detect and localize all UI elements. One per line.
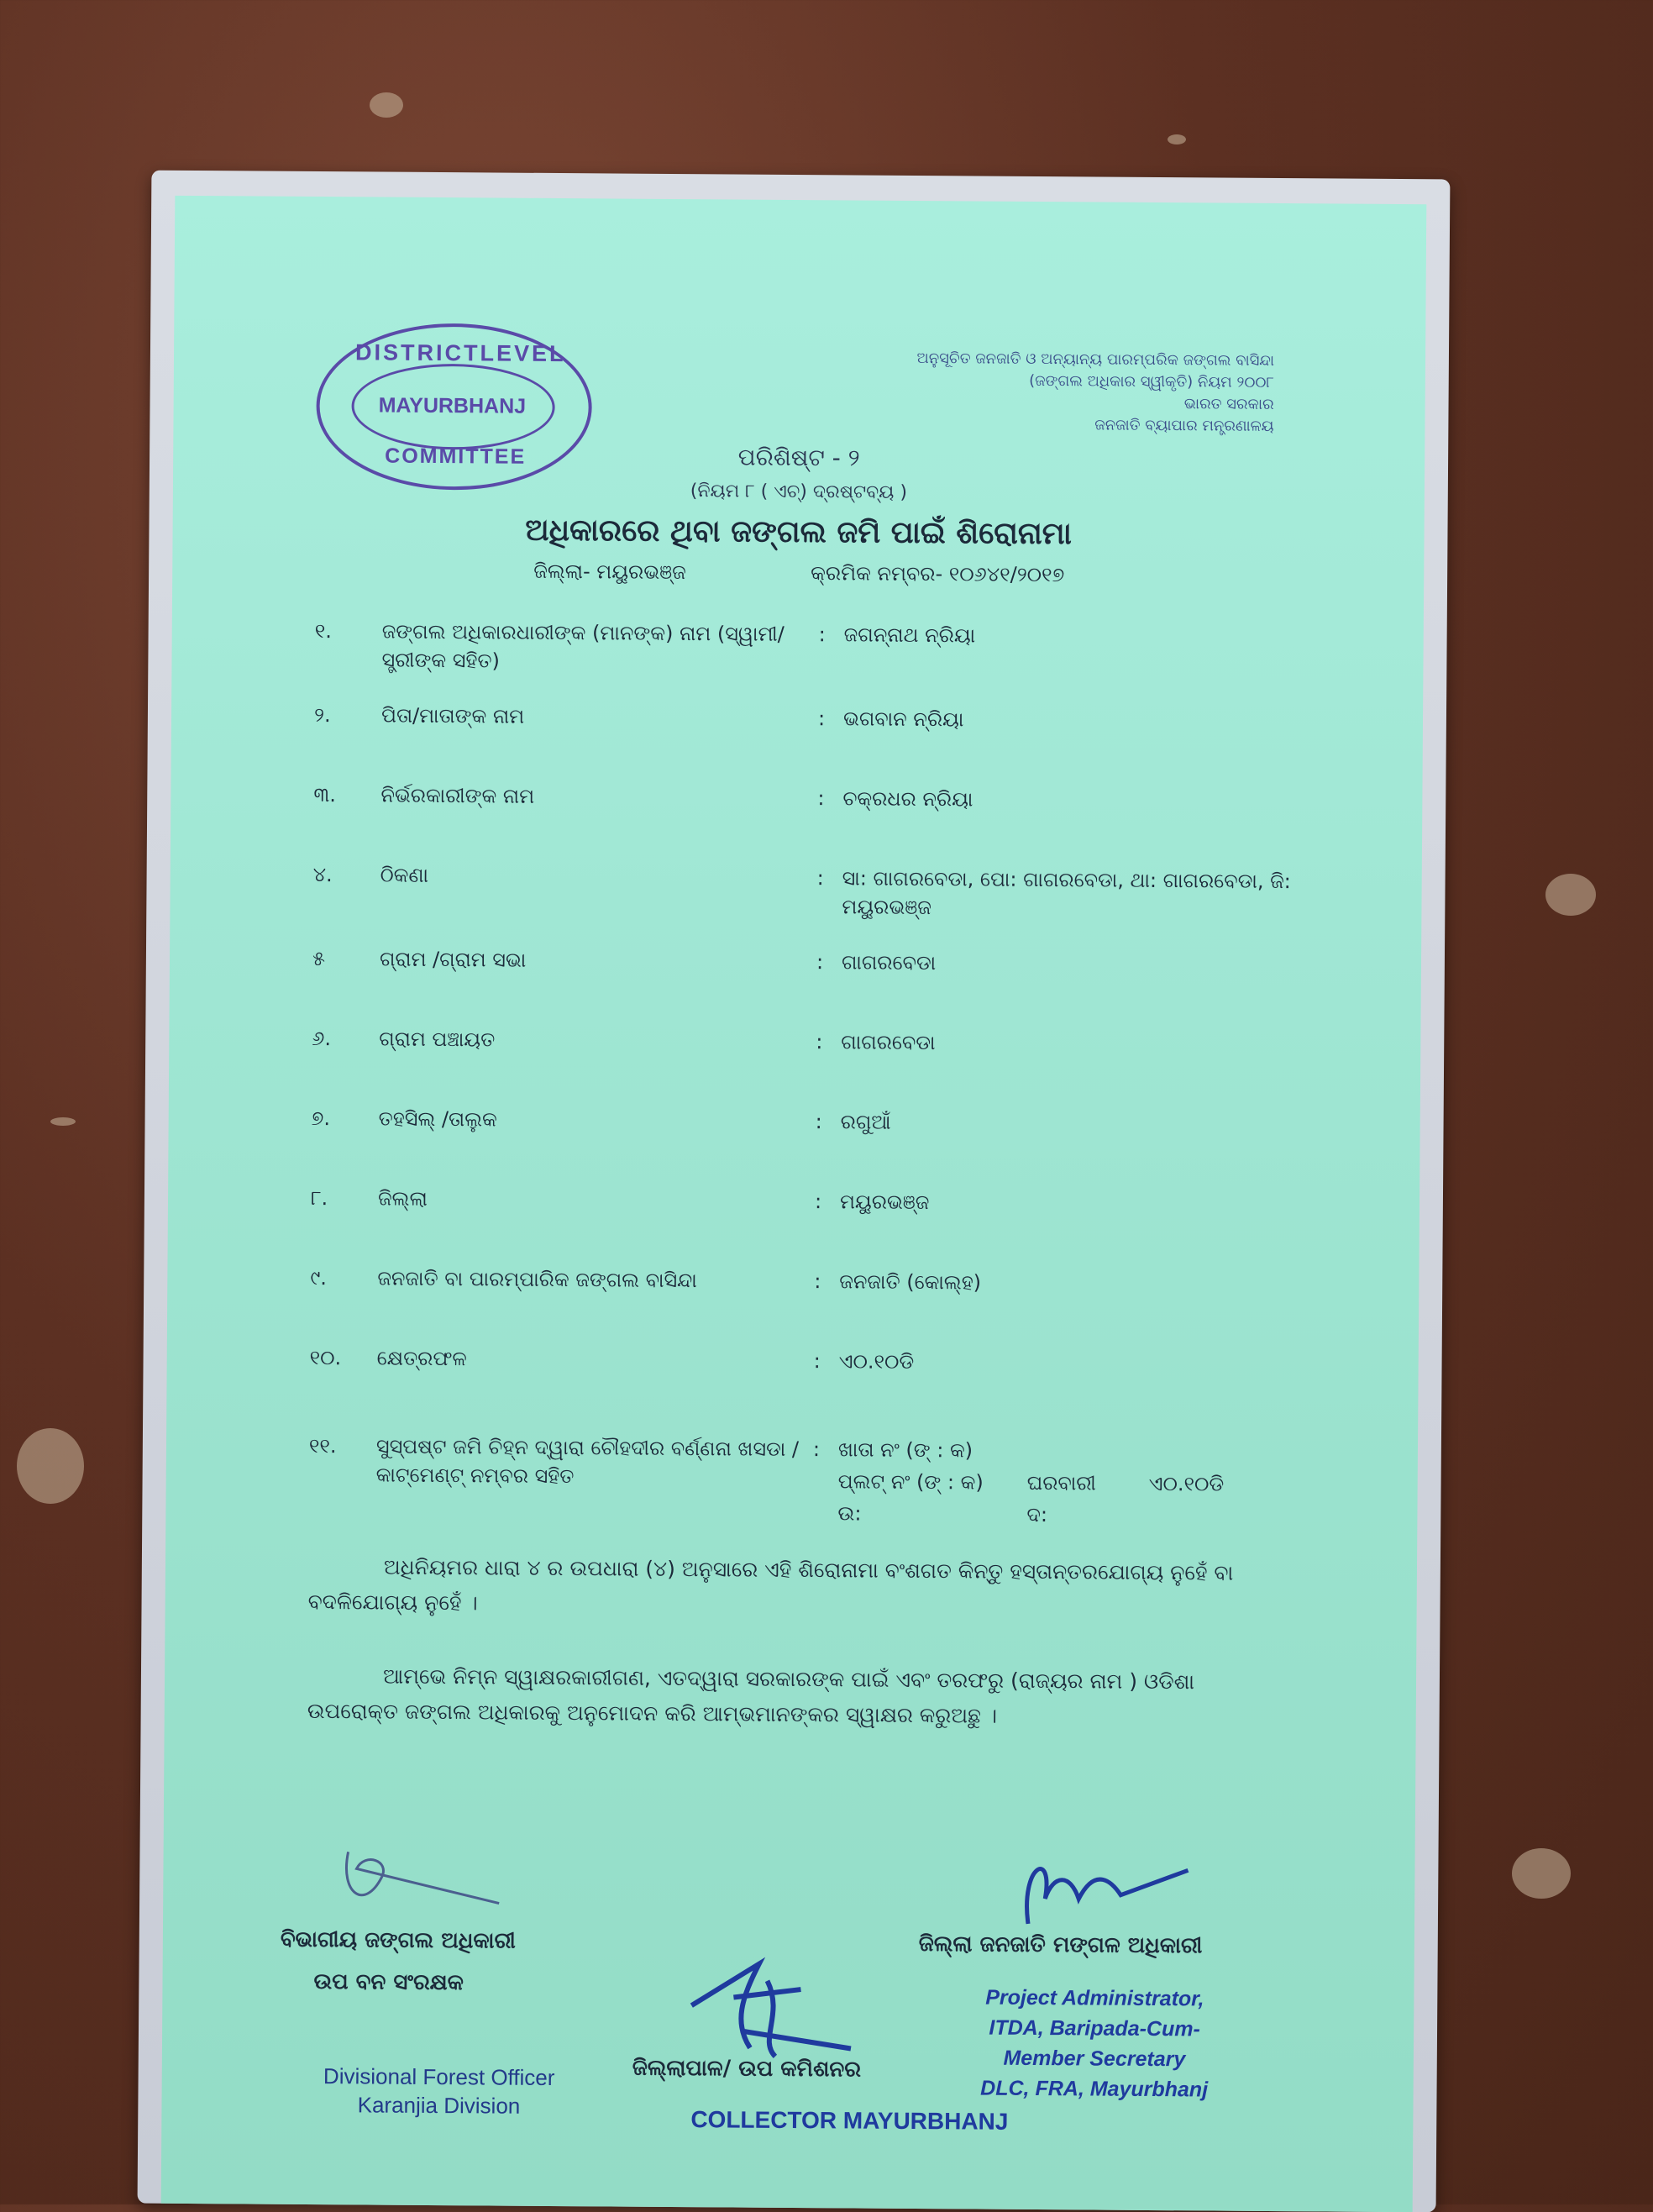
row-value: ଭଗବାନ ନ୍ରିୟା bbox=[842, 707, 964, 732]
kisam: ଘରବାରୀ bbox=[1026, 1470, 1096, 1495]
header-line: (ଜଙ୍ଗଲ ଅଧିକାର ସ୍ୱୀକୃତି) ନିୟମ ୨୦୦୮ bbox=[1029, 371, 1274, 391]
dfo-english-line1: Divisional Forest Officer bbox=[323, 2063, 555, 2091]
row-value: ମୟୁରଭଞ୍ଜ bbox=[839, 1190, 930, 1215]
stamp-bottom-text: COMMITTEE bbox=[385, 444, 527, 469]
row-number: ୩. bbox=[313, 782, 336, 807]
row-number: ୭. bbox=[311, 1106, 331, 1131]
field-row bbox=[309, 1343, 1318, 1374]
row-number: ୯. bbox=[310, 1265, 328, 1290]
row-number: ୪. bbox=[312, 862, 333, 887]
field-row bbox=[312, 1024, 1320, 1055]
row-colon: : bbox=[816, 866, 824, 891]
soil-speck bbox=[17, 1428, 84, 1504]
heritable-clause: ଅଧିନିୟମର ଧାରା ୪ ର ଉପଧାରା (୪) ଅନୁସାରେ ଏହି ଶିରୋନାମା ବଂଶଗତ କିନ୍ତୁ ହସ୍ତାନ୍ତରଯୋଗ୍ୟ ନୁହେଁ ବା ବଦଳିଯୋଗ୍ୟ ନୁହେଁ । bbox=[307, 1554, 1234, 1616]
row-label: ଜଙ୍ଗଲ ଅଧିକାରଧାରୀଙ୍କ (ମାନଙ୍କ) ନାମ (ସ୍ୱାମୀ/ସ୍ତ୍ରୀଙ୍କ ସହିତ) bbox=[381, 619, 785, 673]
dwo-signature bbox=[1003, 1848, 1205, 1942]
field-row bbox=[313, 780, 1322, 812]
row-value: ଏ୦.୧୦ଡି bbox=[838, 1349, 915, 1374]
dfo-english-line2: Karanjia Division bbox=[357, 2092, 521, 2119]
collector-label-odia: ଜିଲ୍ଲାପାଳ/ ଉପ କମିଶନର bbox=[632, 2055, 862, 2083]
boundary-row bbox=[308, 1432, 1317, 1531]
soil-speck bbox=[50, 1117, 76, 1126]
row-value: ଜନଜାତି (କୋଲ୍ହ) bbox=[839, 1269, 982, 1295]
field-row bbox=[312, 860, 1321, 920]
row-colon: : bbox=[813, 1349, 821, 1374]
row-number: ୧୦. bbox=[309, 1345, 342, 1370]
row-label: କ୍ଷେତ୍ରଫଳ bbox=[376, 1346, 467, 1371]
row-label: ଜନଜାତି ବା ପାରମ୍ପାରିକ ଜଙ୍ଗଲ ବାସିନ୍ଦା bbox=[377, 1266, 697, 1293]
south-boundary: ଦ: bbox=[1026, 1502, 1048, 1527]
row-label: ନିର୍ଭରକାରୀଙ୍କ ନାମ bbox=[380, 783, 535, 808]
dwo-label-odia: ଜିଲ୍ଲା ଜନଜାତି ମଙ୍ଗଳ ଅଧିକାରୀ bbox=[918, 1931, 1203, 1959]
row-value: ଜଗନ୍ନାଥ ନ୍ରିୟା bbox=[843, 623, 976, 648]
soil-speck bbox=[1512, 1848, 1571, 1899]
row-colon: : bbox=[816, 950, 824, 975]
row-colon: : bbox=[817, 707, 826, 731]
field-row bbox=[310, 1184, 1319, 1215]
row-value: ଗାଗରବେଡା bbox=[841, 950, 937, 975]
row-colon: : bbox=[817, 786, 825, 811]
row-value: ଚକ୍ରଧର ନ୍ରିୟା bbox=[842, 786, 973, 812]
stamp-top-text: DISTRICTLEVEL bbox=[354, 339, 566, 367]
row-label: ଜିଲ୍ଲା bbox=[377, 1186, 428, 1211]
title-document bbox=[161, 196, 1427, 2212]
plot-area: ଏ୦.୧୦ଡି bbox=[1148, 1471, 1225, 1496]
collector-stamp: COLLECTOR MAYURBHANJ bbox=[690, 2106, 1009, 2135]
row-number: ୧୧. bbox=[308, 1433, 337, 1458]
row-label: ଗ୍ରାମ ପଞ୍ଚାୟତ bbox=[379, 1027, 496, 1052]
row-colon: : bbox=[814, 1190, 822, 1214]
row-label: ସୁସ୍ପଷ୍ଟ ଜମି ଚିହ୍ନ ଦ୍ୱାରା ଚୌହଦୀର ବର୍ଣ୍ଣନା ଖସଡା / କାଟ୍‌ମେଣ୍ଟ୍ ନମ୍ବର ସହିତ bbox=[375, 1434, 800, 1489]
row-value: ସା: ଗାଗରବେଡା, ପୋ: ଗାଗରବେଡା, ଥା: ଗାଗରବେଡା, ଜି: ମୟୁରଭଞ୍ଜ bbox=[842, 866, 1291, 920]
field-row bbox=[313, 701, 1322, 732]
row-colon: : bbox=[818, 623, 826, 647]
document-title: ଅଧିକାରରେ ଥିବା ଜଙ୍ଗଲ ଜମି ପାଇଁ ଶିରୋନାମା bbox=[525, 512, 1073, 552]
collector-signature bbox=[683, 1947, 885, 2074]
soil-speck bbox=[1168, 134, 1186, 144]
row-value: ଗାଗରବେଡା bbox=[841, 1030, 936, 1055]
field-row bbox=[312, 944, 1320, 975]
header-line: ଜନଜାତି ବ୍ୟାପାର ମନ୍ତ୍ରଣାଳୟ bbox=[1094, 416, 1274, 435]
dfo-label-english bbox=[279, 2062, 598, 2121]
row-label: ତହସିଲ୍ /ତାଲୁକ bbox=[378, 1106, 497, 1132]
pa-line: ITDA, Baripada-Cum- bbox=[989, 2015, 1200, 2041]
dfo-label-odia: ବିଭାଗୀୟ ଜଙ୍ଗଲ ଅଧିକାରୀ bbox=[280, 1926, 517, 1954]
plot-number: ପ୍ଲଟ୍ ନଂ (ଙ୍ : କ) bbox=[837, 1469, 984, 1495]
north-boundary: ଉ: bbox=[837, 1501, 862, 1526]
pa-line: DLC, FRA, Mayurbhanj bbox=[980, 2076, 1209, 2102]
serial-number: କ୍ରମିକ ନମ୍ବର- ୧୦୬୪୧/୨୦୧୭ bbox=[811, 561, 1065, 587]
field-row bbox=[311, 1104, 1320, 1134]
row-colon: : bbox=[815, 1110, 822, 1134]
row-label: ଗ୍ରାମ /ଗ୍ରାମ ସଭା bbox=[379, 947, 527, 972]
pa-line: Member Secretary bbox=[1003, 2046, 1186, 2072]
row-colon: : bbox=[814, 1269, 821, 1294]
row-number: ୨. bbox=[313, 703, 331, 728]
dfo-designation-odia: ଉପ ବନ ସଂରକ୍ଷକ bbox=[313, 1969, 464, 1996]
row-number: ୧. bbox=[314, 619, 332, 644]
header-line: ଭାରତ ସରକାର bbox=[1183, 395, 1274, 413]
row-number: ୮. bbox=[310, 1185, 328, 1211]
soil-speck bbox=[1545, 874, 1596, 916]
header-right bbox=[916, 348, 1274, 438]
district-line: ଜିଲ୍ଲା- ମୟୁରଭଞ୍ଜ bbox=[533, 559, 686, 585]
row-colon: : bbox=[812, 1437, 821, 1462]
soil-speck bbox=[370, 92, 403, 118]
header-line: ଅନୁସୂଚିତ ଜନଜାତି ଓ ଅନ୍ୟାନ୍ୟ ପାରମ୍ପରିକ ଜଙ୍ଗଲ ବାସିନ୍ଦା bbox=[916, 349, 1275, 370]
rule-reference: (ନିୟମ ୮ ( ଏଚ୍) ଦ୍ରଷ୍ଟବ୍ୟ ) bbox=[690, 481, 908, 503]
appendix-label: ପରିଶିଷ୍ଟ - ୨ bbox=[737, 443, 860, 472]
field-row bbox=[310, 1264, 1318, 1295]
project-administrator-stamp bbox=[943, 1982, 1246, 2105]
row-number: ୬. bbox=[312, 1026, 332, 1051]
field-row bbox=[314, 617, 1323, 673]
row-number: ୫ bbox=[312, 946, 326, 971]
pa-line: Project Administrator, bbox=[985, 1985, 1204, 2011]
stamp-middle-text: MAYURBHANJ bbox=[378, 393, 527, 418]
khata-number: ଖାତା ନଂ (ଙ୍ : କ) bbox=[837, 1437, 973, 1463]
dfo-signature bbox=[331, 1843, 533, 1920]
row-label: ଠିକଣା bbox=[380, 863, 429, 887]
row-value: ରଗୁଆଁ bbox=[840, 1110, 891, 1134]
row-label: ପିତା/ମାତାଙ୍କ ନାମ bbox=[380, 703, 525, 728]
approval-statement: ଆମ୍ଭେ ନିମ୍ନ ସ୍ୱାକ୍ଷରକାରୀଗଣ, ଏତଦ୍ୱାରା ସରକାରଙ୍କ ପାଇଁ ଏବଂ ତରଫରୁ (ରାଜ୍ୟର ନାମ ) ଓଡିଶା ଉପରୋକ୍ତ ଜଙ୍ଗଲ ଅଧିକାରକୁ ଅନୁମୋଦନ କରି ଆମ୍ଭମାନଙ୍କର ସ୍ୱାକ୍ଷର କରୁଅଛୁ । bbox=[307, 1663, 1195, 1728]
row-colon: : bbox=[816, 1030, 823, 1054]
